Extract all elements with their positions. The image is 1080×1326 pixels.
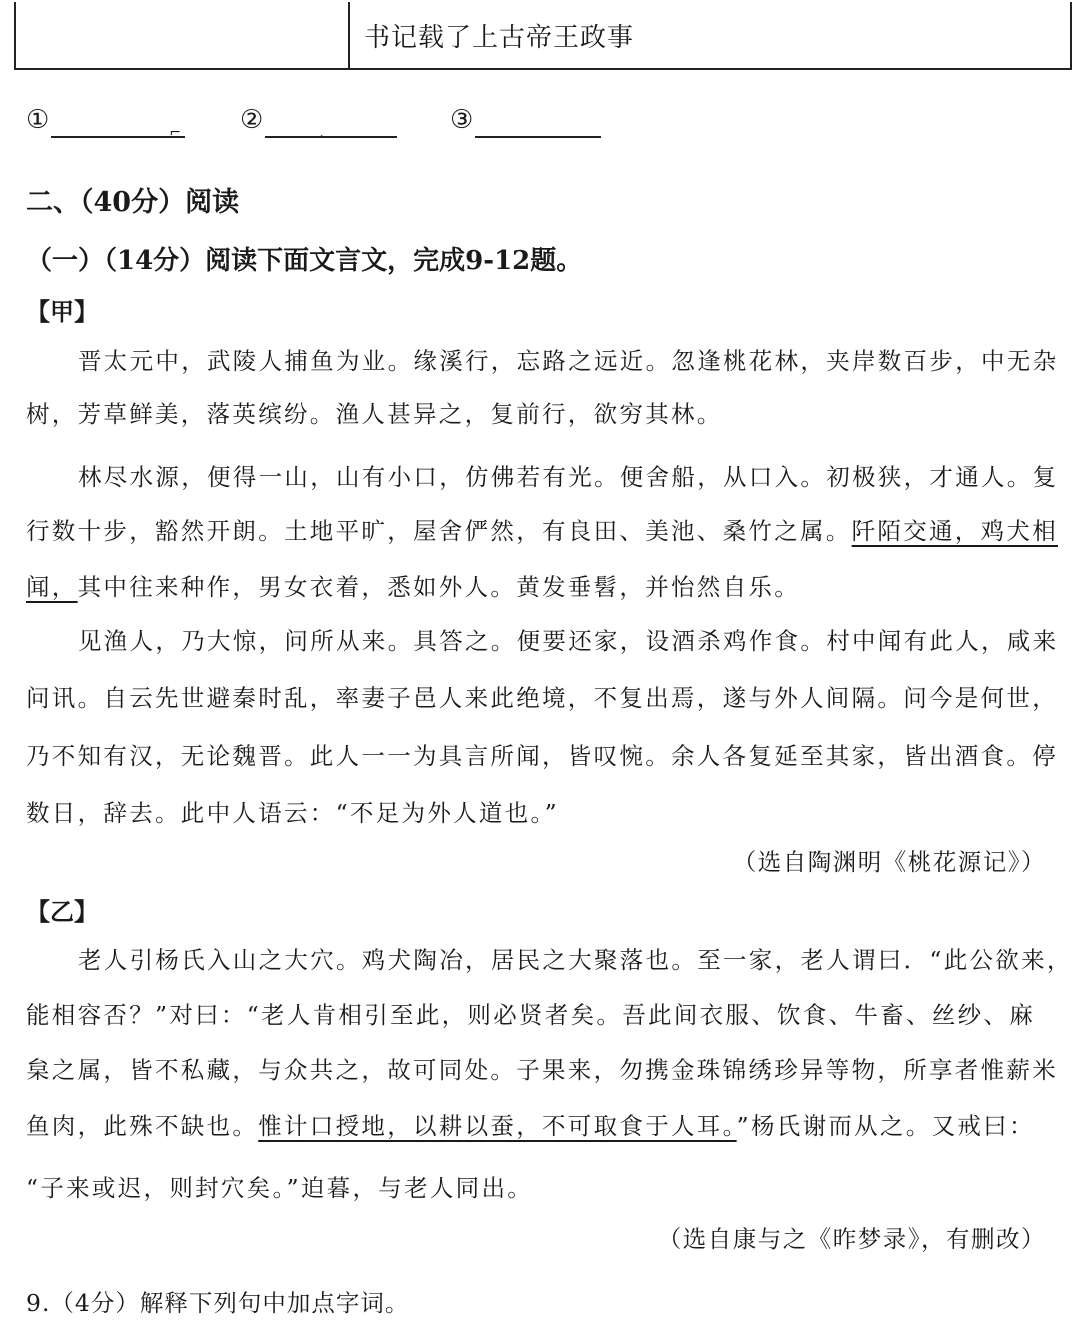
answer-blank-1[interactable]	[26, 102, 185, 141]
passage-line: 林尽水源，便得一山，山有小口，仿佛若有光。便舍船，从口入。初极狭，才通人。复	[78, 463, 1059, 491]
passage-line: 晋太元中，武陵人捕鱼为业。缘溪行，忘路之远近。忽逢桃花林，夹岸数百步，中无杂	[78, 347, 1059, 375]
passage-label-jia: 【甲】	[26, 297, 98, 326]
passage-line: 老人引杨氏入山之大穴。鸡犬陶冶，居民之大聚落也。至一家，老人谓曰．“此公欲来，	[78, 946, 1073, 974]
passage-line: 见渔人，乃大惊，问所从来。具答之。便要还家，设酒杀鸡作食。村中闻有此人，咸来	[78, 627, 1059, 655]
passage-line: 树，芳草鲜美，落英缤纷。渔人甚异之，复前行，欲穷其林。	[26, 400, 723, 428]
table-cell-left	[16, 2, 350, 68]
underlined-sentence-end: 闻，	[26, 573, 78, 601]
source-citation-yi: （选自康与之《昨梦录》，有删改）	[657, 1225, 1046, 1253]
passage-line: 数日，辞去。此中人语云：“不足为外人道也。”	[26, 799, 559, 827]
passage-line	[26, 570, 1056, 604]
passage-line: 枲之属，皆不私藏，与众共之，故可同处。子果来，勿携金珠锦绣珍异等物，所享者惟薪米	[26, 1056, 1058, 1084]
top-table	[14, 2, 1072, 70]
blank-line	[265, 106, 397, 141]
blank-number: ③	[450, 105, 474, 135]
blank-number: ①	[26, 105, 50, 135]
passage-text: 鱼肉，此殊不缺也。	[26, 1112, 259, 1140]
answer-blank-2[interactable]	[240, 102, 397, 141]
passage-line	[26, 1109, 1056, 1143]
passage-text: 其中往来种作，男女衣着，悉如外人。黄发垂髫，并怡然自乐。	[77, 573, 801, 601]
source-citation-jia: （选自陶渊明《桃花源记》）	[732, 848, 1046, 876]
underlined-sentence: 惟计口授地，以耕以蚕，不可取食于人耳。	[258, 1112, 737, 1140]
question-9: 9.（4分）解释下列句中加点字词。	[26, 1289, 410, 1317]
blank-number: ②	[240, 105, 264, 135]
passage-line: 乃不知有汉，无论魏晋。此人一一为具言所闻，皆叹惋。余人各复延至其家，皆出酒食。停	[26, 742, 1058, 770]
passage-line: 问讯。自云先世避秦时乱，率妻子邑人来此绝境，不复出焉，遂与外人间隔。问今是何世，	[26, 684, 1058, 712]
underlined-sentence: 阡陌交通，鸡犬相	[851, 517, 1059, 545]
answer-blanks-row	[26, 102, 726, 142]
answer-blank-3[interactable]	[450, 102, 601, 138]
passage-line: 能相容否？”对曰：“老人肯相引至此，则必贤者矣。吾此间衣服、饮食、牛畜、丝纱、麻	[26, 1001, 1036, 1029]
sub-section-title: （一）（14分）阅读下面文言文，完成9-12题。	[26, 246, 583, 276]
passage-text: ”杨氏谢而从之。又戒曰：	[736, 1112, 1035, 1140]
passage-line	[26, 514, 1059, 548]
pen-mark: .	[319, 125, 324, 141]
blank-line	[475, 106, 601, 138]
passage-line: “子来或迟，则封穴矣。”迫暮，与老人同出。	[26, 1174, 534, 1202]
pen-mark: ⌐	[169, 125, 182, 141]
section-title: 二、（40分）阅读	[26, 187, 240, 218]
passage-label-yi: 【乙】	[26, 897, 98, 926]
passage-text: 行数十步，豁然开朗。土地平旷，屋舍俨然，有良田、美池、桑竹之属。	[26, 517, 852, 545]
blank-line	[51, 106, 185, 141]
table-cell-right: 书记载了上古帝王政事	[364, 22, 635, 53]
